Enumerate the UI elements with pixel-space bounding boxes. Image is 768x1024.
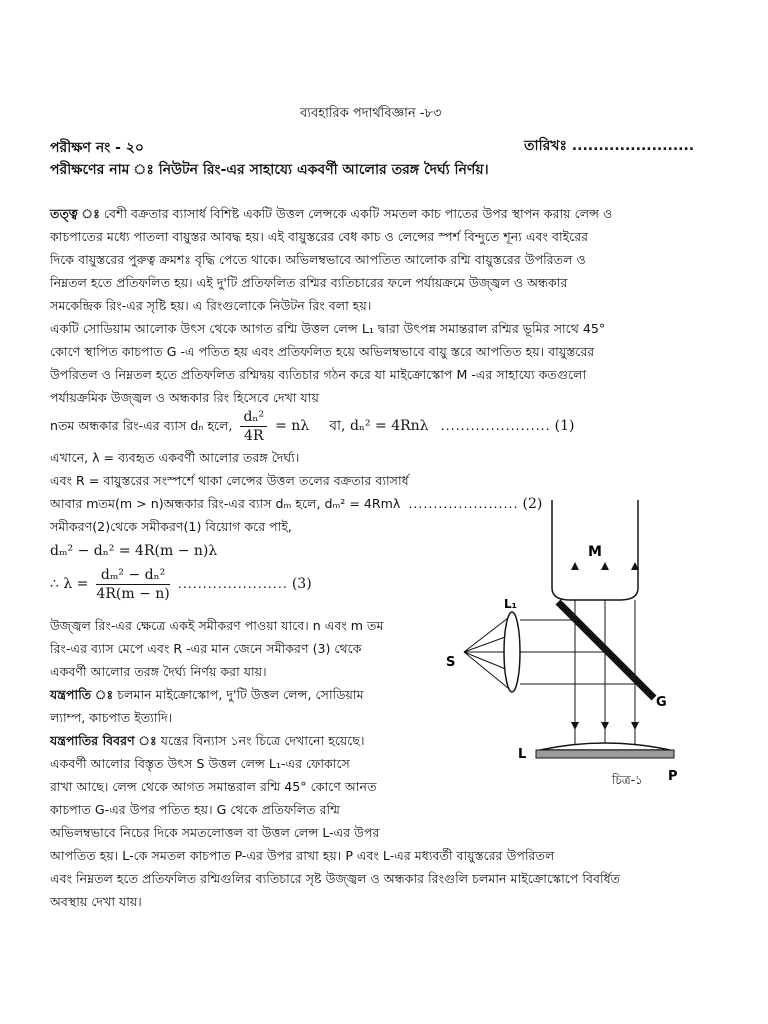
- equation-3-fraction: [96, 566, 169, 603]
- equation-1-fraction: [240, 408, 267, 445]
- description-line-8: অবস্থায় দেখা যায়।: [50, 894, 142, 909]
- bright-line-1: উজ্জ্বল রিং-এর ক্ষেত্রে একই সমীকরণ পাওয়া যাবে। n এবং m তম: [50, 618, 384, 633]
- experiment-number: পরীক্ষণ নং - ২০: [50, 140, 145, 156]
- theory-line-4: নিম্নতল হতে প্রতিফলিত হয়। এই দু'টি প্রতিফলিত রশ্মির ব্যতিচারের ফলে পর্যায়ক্রমে উজ্জ্বল ও অন্ধকার: [50, 275, 568, 290]
- description-line-3: রাখা আছে। লেন্স থেকে আগত সমান্তরাল রশ্মি 45° কোণে আনত: [50, 779, 377, 794]
- equation-3-row: [50, 566, 312, 603]
- description-line-4: কাচপাত G-এর উপর পতিত হয়। G থেকে প্রতিফলিত রশ্মি: [50, 802, 340, 817]
- description-line-7: এবং নিম্নতল হতে প্রতিফলিত রশ্মিগুলির ব্যতিচারে সৃষ্ট উজ্জ্বল ও অন্ধকার রিংগুলি চলমান মাইক্রোস্কোপে বিবর্ধিত: [50, 871, 621, 886]
- description-line-1: [50, 729, 365, 752]
- description-heading: যন্ত্রপাতির বিবরণ ঃ: [50, 733, 157, 748]
- theory-line-3: দিকে বায়ুস্তরের পুরুত্ব ক্রমশঃ বৃদ্ধি পেতে থাকে। অভিলম্বভাবে আপতিত আলোক রশ্মি বায়ুস্তরের উপরিতল ও: [50, 252, 586, 267]
- equation-3-dots: ......................: [177, 576, 288, 591]
- label-g: G: [656, 695, 667, 710]
- running-header: ব্যবহারিক পদার্থবিজ্ঞান -৮৩: [300, 106, 442, 121]
- equation-1-alt: বা, dₙ² = 4Rnλ: [329, 418, 429, 434]
- theory-text: বেশী বক্রতার ব্যাসার্ধ বিশিষ্ট একটি উত্তল লেন্সকে একটি সমতল কাচ পাতের উপর স্থাপন করায় লেন্স ও: [103, 206, 613, 221]
- theory-line-2: কাচপাতের মধ্যে পাতলা বায়ুস্তর আবদ্ধ হয়। এই বায়ুস্তরের বেধ কাচ ও লেন্সের স্পর্শ বিন্দুতে শূন্য এবং বাইরের: [50, 229, 589, 244]
- theory-heading: তত্ত্ব ঃ: [50, 206, 100, 221]
- experiment-name: পরীক্ষণের নাম ঃ নিউটন রিং-এর সাহায্যে একবর্ণী আলোর তরঙ্গ দৈর্ঘ্য নির্ণয়।: [50, 162, 489, 178]
- label-p: P: [668, 769, 678, 784]
- newtons-rings-apparatus-figure: [440, 500, 710, 790]
- plano-convex-lens-l: [540, 743, 670, 750]
- date-field: তারিখঃ .......................: [524, 138, 695, 154]
- theory-line-8: উপরিতল ও নিম্নতল হতে প্রতিফলিত রশ্মিদ্বয় ব্যতিচার গঠন করে যা মাইক্রোস্কোপ M -এর সাহায্যে কতগুলো: [50, 367, 587, 382]
- glass-plate-p: [536, 750, 674, 758]
- equation-2-tag: (2): [522, 496, 543, 512]
- figure-caption: চিত্র-১: [612, 773, 643, 787]
- apparatus-line-2: ল্যাম্প, কাচপাত ইত্যাদি।: [50, 710, 173, 725]
- equation-3-numerator: dₘ² − dₙ²: [96, 566, 169, 585]
- label-m: M: [588, 544, 602, 560]
- equation-3-denominator: 4R(m − n): [96, 586, 170, 602]
- subtract-line: সমীকরণ(2)থেকে সমীকরণ(1) বিয়োগ করে পাই,: [50, 519, 292, 534]
- equation-1-tag: (1): [554, 418, 575, 434]
- equation-2-dots: ......................: [408, 496, 519, 511]
- equation-3-prefix: ∴ λ =: [50, 576, 89, 592]
- description-line-5: অভিলম্বভাবে নিচের দিকে সমতলোত্তল বা উত্তল লেন্স L-এর উপর: [50, 825, 380, 840]
- equation-1-row: [50, 408, 575, 445]
- apparatus-line-1: [50, 683, 364, 706]
- label-l1: L₁: [504, 597, 517, 611]
- bright-line-2: রিং-এর ব্যাস মেপে এবং R -এর মান জেনে সমীকরণ (3) থেকে: [50, 641, 362, 656]
- bright-line-3: একবর্ণী আলোর তরঙ্গ দৈর্ঘ্য নির্ণয় করা যায়।: [50, 664, 267, 679]
- label-l: L: [518, 747, 527, 762]
- equation-1-rhs: = nλ: [275, 418, 310, 434]
- theory-line-9: পর্যায়ক্রমিক উজ্জ্বল ও অন্ধকার রিং হিসেবে দেখা যায়: [50, 390, 319, 405]
- lens-l1: [504, 612, 520, 692]
- equation-1-denominator: 4R: [244, 428, 264, 444]
- equation-3-tag: (3): [291, 576, 312, 592]
- difference-equation: dₘ² − dₙ² = 4R(m − n)λ: [50, 543, 218, 559]
- equation-1-dots: ......................: [440, 418, 551, 433]
- apparatus-heading: যন্ত্রপাতি ঃ: [50, 687, 114, 702]
- apparatus-text: চলমান মাইক্রোস্কোপ, দু'টি উত্তল লেন্স, সোডিয়াম: [117, 687, 364, 702]
- theory-line-5: সমকেন্দ্রিক রিং-এর সৃষ্টি হয়। এ রিংগুলোকে নিউটন রিং বলা হয়।: [50, 298, 372, 313]
- description-text: যন্ত্রের বিন্যাস ১নং চিত্রে দেখানো হয়েছে।: [160, 733, 365, 748]
- theory-line-1: [50, 202, 612, 225]
- theory-line-6: একটি সোডিয়াম আলোক উৎস থেকে আগত রশ্মি উত্তল লেন্স L₁ দ্বারা উৎপন্ন সমান্তরাল রশ্মির ভূমির সাথে 45°: [50, 321, 606, 336]
- theory-line-7: কোণে স্থাপিত কাচপাত G -এ পতিত হয় এবং প্রতিফলিত হয়ে অভিলম্বভাবে বায়ু স্তরে আপতিত হয়। বায়ুস্তরের: [50, 344, 595, 359]
- label-s: S: [446, 655, 456, 670]
- description-line-6: আপতিত হয়। L-কে সমতল কাচপাত P-এর উপর রাখা হয়। P এবং L-এর মধ্যবর্তী বায়ুস্তরের উপরিতল: [50, 848, 555, 863]
- where-r: এবং R = বায়ুস্তরের সংস্পর্শে থাকা লেন্সের উত্তল তলের বক্রতার ব্যাসার্ধ: [50, 473, 409, 488]
- source-rays: [464, 618, 508, 688]
- where-lambda: এখানে, λ = ব্যবহৃত একবর্ণী আলোর তরঙ্গ দৈর্ঘ্য।: [50, 450, 300, 465]
- parallel-rays: [520, 620, 635, 684]
- equation-2-text: আবার mতম(m > n)অন্ধকার রিং-এর ব্যাস dₘ হলে, dₘ² = 4Rmλ: [50, 496, 401, 511]
- equation-1-prefix: nতম অন্ধকার রিং-এর ব্যাস dₙ হলে,: [50, 418, 233, 433]
- description-line-2: একবর্ণী আলোর বিস্তৃত উৎস S উত্তল লেন্স L₁-এর ফোকাসে: [50, 756, 350, 771]
- equation-1-numerator: dₙ²: [240, 408, 267, 427]
